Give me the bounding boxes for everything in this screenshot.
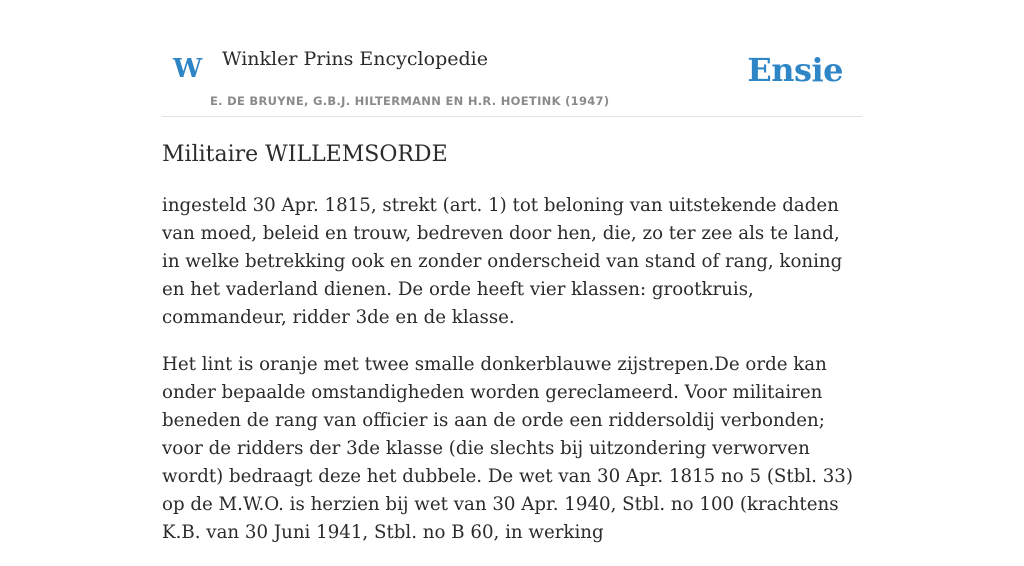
article-body <box>162 192 862 566</box>
publication-logo-icon[interactable]: W <box>173 54 203 84</box>
page-container <box>162 0 862 543</box>
article-paragraph: Het lint is oranje met twee smalle donkerblauwe zijstrepen.De orde kan onder bepaalde omstandigheden worden gereclameerd. Voor militairen beneden de rang van officier is aan de orde een riddersoldij verbonden; voor de ridders der 3de klasse (die slechts bij uitzondering verworven wordt) bedraagt deze het dubbele. De wet van 30 Apr. 1815 no 5 (Stbl. 33) op de M.W.O. is herzien bij wet van 30 Apr. 1940, Stbl. no 100 (krachtens K.B. van 30 Juni 1941, Stbl. no B 60, in werking <box>162 354 853 543</box>
ensie-brand-link[interactable]: Ensie <box>747 51 843 89</box>
publication-title-link[interactable]: Winkler Prins Encyclopedie <box>222 48 488 70</box>
article-paragraph: ingesteld 30 Apr. 1815, strekt (art. 1) tot beloning van uitstekende daden van moed, beleid en trouw, bedreven door hen, die, zo ter zee als te land, in welke betrekking ook en zonder onderscheid van stand of rang, koning en het vaderland dienen. De orde heeft vier klassen: grootkruis, commandeur, ridder 3de en de klasse. <box>162 195 843 328</box>
publication-authors: E. DE BRUYNE, G.B.J. HILTERMANN EN H.R. HOETINK (1947) <box>210 94 610 108</box>
site-header <box>162 0 862 117</box>
article-title: Militaire WILLEMSORDE <box>162 142 448 167</box>
